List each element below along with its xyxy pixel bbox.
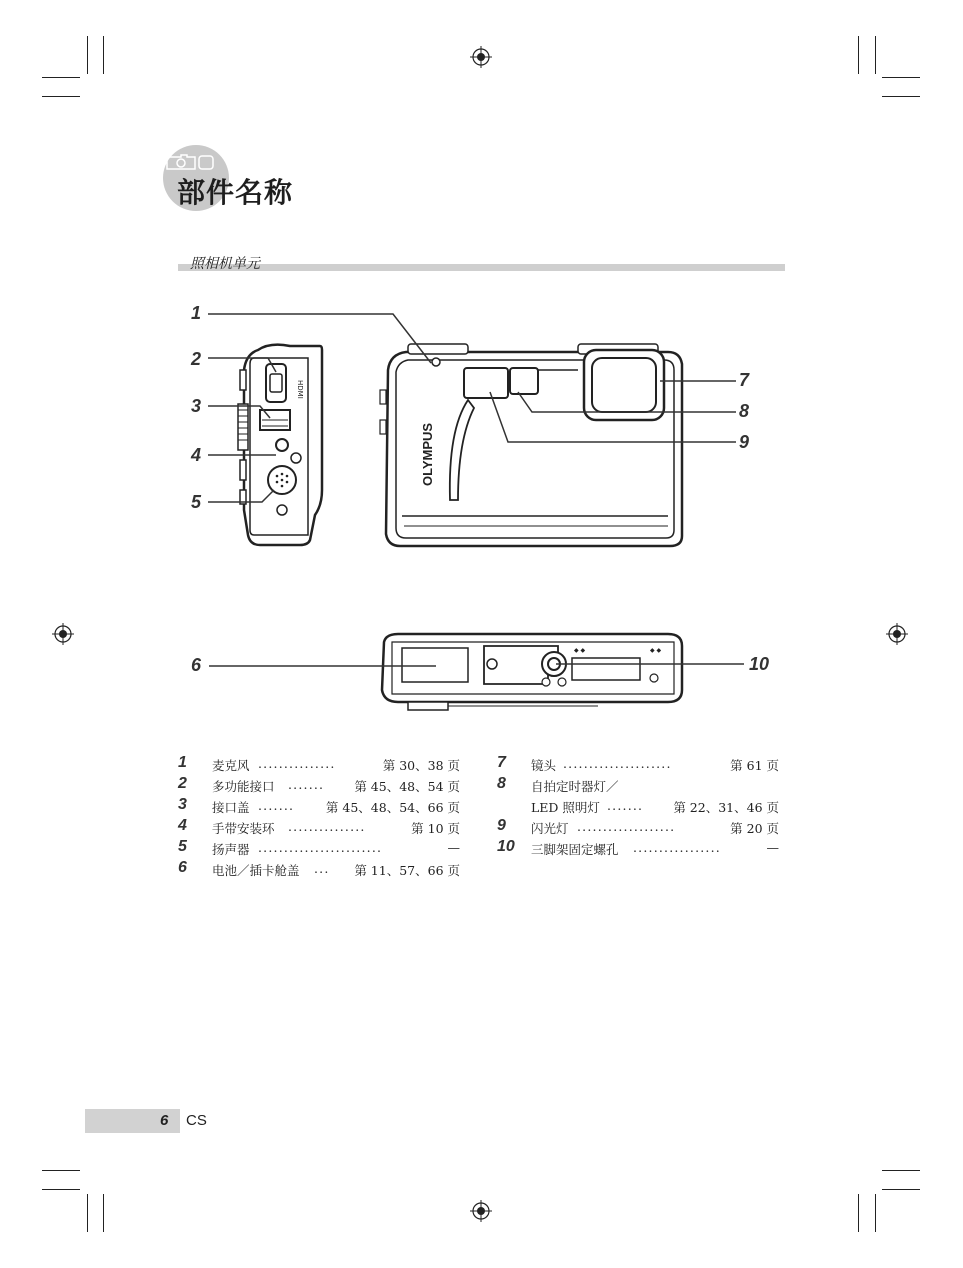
- legend-item: 5 扬声器 ........................ —: [178, 838, 460, 857]
- legend-item: 3 接口盖 ....... 第 45、48、54、66 页: [178, 796, 460, 815]
- svg-text:◆ ◆: ◆ ◆: [650, 647, 662, 654]
- callout-number: 4: [191, 445, 202, 465]
- callout-number: 6: [191, 655, 202, 675]
- svg-text:HDMI: HDMI: [296, 380, 304, 399]
- callout-number: 2: [191, 349, 202, 369]
- page-number: 6: [160, 1112, 169, 1129]
- legend-item: 4 手带安装环 ............... 第 10 页: [178, 817, 460, 836]
- front-brand-logo: OLYMPUS: [420, 422, 435, 486]
- callout-number: 5: [191, 492, 202, 512]
- legend-item: 8 自拍定时器灯／: [497, 775, 619, 794]
- legend-item: 2 多功能接口 ....... 第 45、48、54 页: [178, 775, 460, 794]
- callout-number: 7: [739, 370, 750, 390]
- callout-number: 3: [191, 396, 202, 416]
- callout-number: 10: [749, 654, 770, 674]
- legend-item: 9 闪光灯 ................... 第 20 页: [497, 817, 779, 836]
- callout-number: 8: [739, 401, 750, 421]
- legend-item: 1 麦克风 ............... 第 30、38 页: [178, 754, 460, 773]
- callout-number: 9: [739, 432, 750, 452]
- legend-item: 7 镜头 ..................... 第 61 页: [497, 754, 779, 773]
- section-label: 照相机单元: [190, 256, 260, 272]
- callout-number: 1: [191, 303, 202, 323]
- legend-item: 10 三脚架固定螺孔 ................. —: [497, 838, 779, 857]
- legend-item: LED 照明灯 ....... 第 22、31、46 页: [531, 798, 779, 815]
- language-code: CS: [186, 1112, 207, 1129]
- page-title: 部件名称: [177, 176, 294, 209]
- svg-text:◆ ◆: ◆ ◆: [574, 647, 586, 654]
- legend-item: 6 电池／插卡舱盖 ... 第 11、57、66 页: [178, 859, 460, 878]
